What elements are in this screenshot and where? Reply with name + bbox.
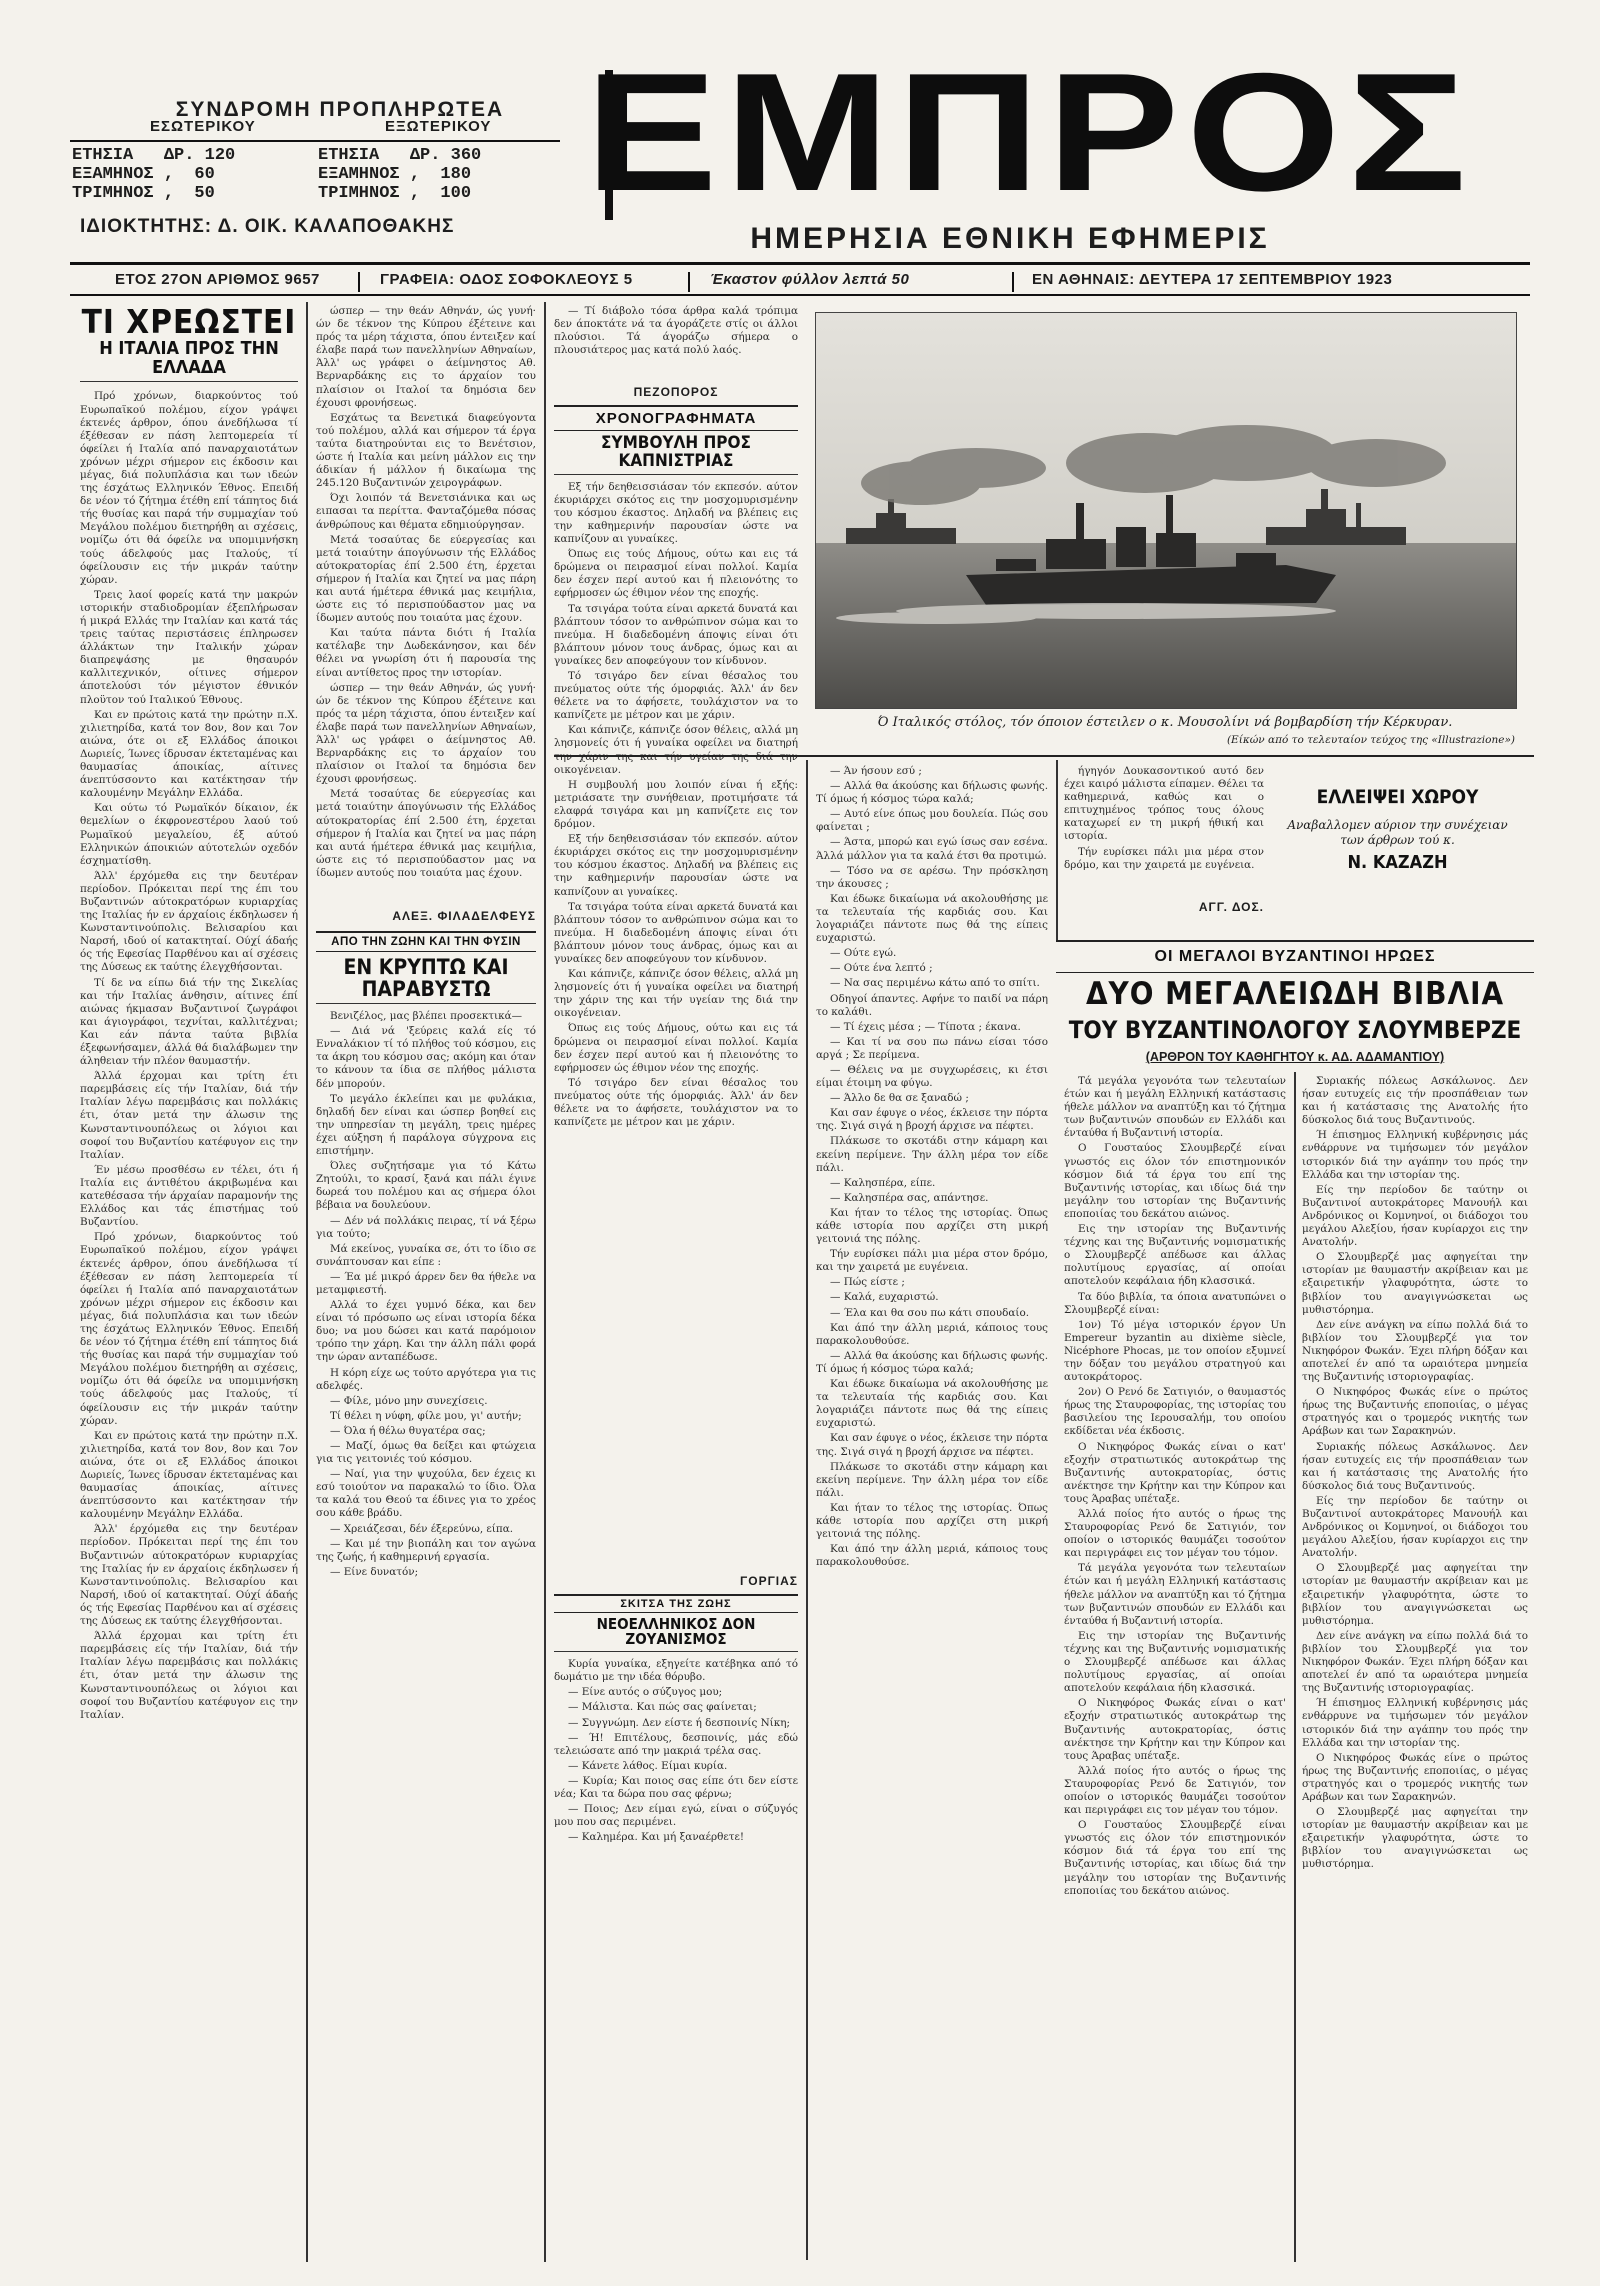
tagline: ΗΜΕΡΗΣΙΑ ΕΘΝΙΚΗ ΕΦΗΜΕΡΙΣ (750, 222, 1270, 255)
paragraph: — Τί διάβολο τόσα άρθρα καλά τρόπιμα δεν άποκτάτε νά τα άγοράζετε στίς οι άλλοι πλούσιοι. Τά άγοράζω σήμερα ο πλουσιάτερος μας κατά πολύ λαός. (554, 305, 798, 357)
column-rule (1056, 760, 1058, 940)
story-continuation (816, 765, 1048, 2260)
notice-name: Ν. ΚΑΖΑΖΗ (1347, 851, 1448, 873)
paragraph: Τήν ευρίσκει πάλι μια μέρα στον δρόμο, και την χαιρετά με ευγένεια. (1064, 845, 1264, 871)
feature-rule (1056, 940, 1534, 942)
paragraph: Εξ τήν δεηθεισσιάσαν τόν εκπεσόν. αύτον έκυριάρχει σκότος εις την μοσχομυρισμένην του κόσμου έκαστος. Δηλαδή να βλέπεις εις την καθημερινήν παρουσίαν ώστε να καπνίζουν αι γυναίκες. (554, 833, 798, 898)
story-headline: ΝΕΟΕΛΛΗΝΙΚΟΣ ΔΟΝ ΖΟΥΑΝΙΣΜΟΣ (554, 1617, 798, 1653)
foreign-rate-semi: ΕΞΑΜΗΝΟΣ , 180 (318, 165, 472, 184)
story-headline: ΕΝ ΚΡΥΠΤΩ ΚΑΙ ΠΑΡΑΒΥΣΤΩ (316, 956, 536, 1004)
paragraph: Και σαν έφυγε ο νέος, έκλεισε την πόρτα της. Σιγά σιγά η βροχή άρχισε να πέφτει. (816, 1107, 1048, 1133)
paragraph: Και ήταν το τέλος της ιστορίας. Όπως κάθε ιστορία που αρχίζει στη μικρή γειτονιά της πόλης. (816, 1501, 1048, 1541)
paragraph: Μετά τοσαύτας δε εύεργεσίας και μετά τοιαύτην άπογύνωσιν τής Ελλάδος αύτοκρατορίας έπί 2.500 έτη, έρχεται σήμερον ή Ιταλία και ζητεί να μας πάρη και αυτά ήμέτερα έθνικά μας κειμήλια, ώστε εις τό περισπούδαστον μας να ίδωμεν αυτούς που τοιαύτα μας έχουν. (316, 788, 536, 879)
paragraph: Ο Γουσταύος Σλουμβερζέ είναι γνωστός εις όλον τόν επιστημονικόν κόσμον διά τά έργα του επί της Βυζαντινής ιστορίας, και ιδίως διά την μεγάλην του ιστορίαν της Βυζαντινής εποποιίας του δεκάτου αιώνος. (1064, 1819, 1286, 1897)
column-rule (1294, 1072, 1296, 2262)
paragraph: Ο Σλουμβερζέ μας αφηγείται την ιστορίαν με θαυμαστήν ακρίβειαν και με εξαιρετικήν γλαφυρότητα, ώστε το βιβλίον του αναγιγνώσκεται ως μυθιστόρημα. (1302, 1806, 1528, 1871)
foreign-label: ΕΞΩΤΕΡΙΚΟΥ (385, 118, 492, 135)
paragraph: — Να σας περιμένω κάτω από το σπίτι. (830, 977, 1040, 990)
paragraph: — Δέν νά πολλάκις πειρας, τί νά ξέρω για τούτο; (316, 1214, 536, 1240)
story-body (554, 1658, 798, 2058)
paragraph: Εις την ιστορίαν της Βυζαντινής τέχνης και της Βυζαντινής νομισματικής ο Σλουμβερζέ απέδωσε και άλλας πολυτίμους εργασίας, αί οποίαι αποτελούν κεφάλαια ήδη κλασσικά. (1064, 1223, 1286, 1288)
paragraph: 1ον) Τό μέγα ιστορικόν έργον Un Empereur byzantin au dixième siècle, Nicéphore Phocas, με τον οποίον εξυμνεί την δόξαν του μεγάλου στρατηγού και αυτοκράτορος. (1064, 1318, 1286, 1384)
story-body (554, 481, 798, 1571)
foreign-rate-annual: ΕΤΗΣΙΑ ΔΡ. 360 (318, 146, 482, 165)
paragraph: Συριακής πόλεως Ασκάλωνος. Δεν ήσαν ευτυχείς εις τήν προσπάθειαν των και ή κατάστασις της Ανατολής ήτο δύσκολος διά τους Βυζαντινούς. (1302, 1440, 1528, 1492)
paragraph: — Άστα, μπορώ και εγώ ίσως σαν εσένα. Άλλά μάλλον για τα καλά έτσι θα προτιμώ. (816, 836, 1048, 862)
paragraph: Και έδωκε δικαίωμα νά ακολουθήσης με τα τελευταία τής καρδιάς σου. Και λογαριάζει πάντοτε πως θά της είπεις ευχαριστώ. (816, 1378, 1048, 1430)
story-headline: ΣΥΜΒΟΥΛΗ ΠΡΟΣ ΚΑΠΝΙΣΤΡΙΑΣ (554, 435, 798, 475)
paragraph: Έν μέσω προσθέσω εν τέλει, ότι ή Ιταλία εις άντιθέτου άκριβωμένα και κατεθέσασα τήν άρχαίαν παραμονήν της Ελλάδος και τάς έπιστήμας τού Βυζαντίου. (80, 1163, 298, 1229)
paragraph: — Κάνετε λάθος. Είμαι κυρία. (568, 1759, 728, 1772)
paragraph: — Αλλά θα άκούσης και δήλωσις φωνής. Τί όμως ή κόσμος τώρα καλά; (816, 1349, 1048, 1375)
paragraph: ώσπερ — την θεάν Αθηνάν, ώς γυνή· ών δε τέκνον της Κύπρου έξέτεινε και πρός τα μέρη τάχιστα, όπου έντειξεν καί έλαβε παρά των πανελληνίων Αθηναίων, Άλλ' ως γράφει ο άείμνηστος Αθ. Βερναρδάκης εις το άρχαίον του πλαίσιον οι Ιταλοί τα δημόσια δεν έχουσι φρονήσεως. (316, 305, 536, 409)
paragraph: — Πώς είστε ; (830, 1276, 905, 1289)
paragraph: Και σαν έφυγε ο νέος, έκλεισε την πόρτα της. Σιγά σιγά η βροχή άρχισε να πέφτει. (816, 1432, 1048, 1458)
domestic-rate-quarter: ΤΡΙΜΗΝΟΣ , 50 (72, 184, 215, 203)
story-body (1064, 765, 1264, 900)
section-header (316, 931, 536, 952)
paragraph: Όλες συζητήσαμε για τό Κάτω Ζητούλι, το κρασί, ξανά και πάλι έγινε δωρεά του πολέμου και ας σήμερα όλοι βέβαια να δουλεύουν. (316, 1160, 536, 1212)
paragraph: Συριακής πόλεως Ασκάλωνος. Δεν ήσαν ευτυχείς εις τήν προσπάθειαν των και ή κατάστασις της Ανατολής ήτο δύσκολος διά τους Βυζαντινούς. (1302, 1075, 1528, 1127)
paragraph: — Έλα και θα σου πω κάτι σπουδαίο. (830, 1306, 1030, 1319)
story-byline: ΑΓΓ. ΔΟΣ. (1198, 900, 1264, 914)
offices: ΓΡΑΦΕΙΑ: ΟΔΟΣ ΣΟΦΟΚΛΕΟΥΣ 5 (380, 271, 633, 288)
paragraph: ήγηγόν Δουκασοντικού αυτό δεν έχει καιρό μάλιστα είπαμεν. Θέλει τα καθημερινά, καθώς και ο επιτυχημένος τρόπος τους όλους καταχωρεί εν τη μικρή ήθική και ιστορία. (1064, 765, 1264, 843)
paragraph: Τήν ευρίσκει πάλι μια μέρα στον δρόμο, και την χαιρετά με ευγένεια. (816, 1248, 1048, 1274)
foreign-rates (318, 146, 481, 203)
feature-body-left (1064, 1075, 1286, 2260)
paragraph: Εσχάτως τα Βενετικά διαφεύγοντα τού πολέμου, αλλά και σήμερον τά έργα ταύτα διατηρούνται εις το Βενέτσιον, ώστε ή Ιταλία και μείνη μάλλον εις την άδικίαν ή μάλλον ή δικαίωμα της 245.120 Βυζαντινών χειρογράφων. (316, 411, 536, 490)
article-body (80, 390, 298, 2270)
paragraph: Και εν πρώτοις κατά την πρώτην π.Χ. χιλιετηρίδα, κατά τον 8ον, 8ον και 7ον αιώνα, ότε οι εξ Ελλάδος άποικοι Δωριείς, Ίωνες ίδρυσαν έκτεταμένας και θαυμασίας άποικίας, αίτινες άνεπτύσσοντο και κατέκτησαν τήν καλουμένην Μεγάλην Ελλάδα. (80, 1429, 298, 1521)
section-header (554, 1594, 798, 1613)
paragraph: — Καλησπέρα, είπε. (830, 1176, 936, 1189)
dateline-rule (70, 294, 1530, 296)
paragraph: Και κάπνιζε, κάπνιζε όσον θέλεις, αλλά μη λησμονείς ότι ή γυναίκα οφείλει να διατηρή την χάριν της και τήν υγείαν της διά την οικογένειαν. (554, 968, 798, 1020)
feature-subheadline: ΤΟΥ ΒΥΖΑΝΤΙΝΟΛΟΓΟΥ ΣΛΟΥΜΒΕΡΖΕ (1068, 1016, 1522, 1044)
paragraph: Ο Νικηφόρος Φωκάς είναι ο κατ' εξοχήν στρατιωτικός αυτοκράτωρ της Βυζαντινής αυτοκρατορίας, όστις ανέκτησε την Κρήτην και την Κύπρον και τους Άραβας υπέταξε. (1064, 1440, 1286, 1505)
paragraph: 2ον) Ο Ρενό δε Σατιγιόν, ο θαυμαστός ήρως της Σταυροφορίας, της ιστορίας του βασιλείου της Ιερουσαλήμ, του οποίου εκδίδεται νέα έκδοσις. (1064, 1386, 1286, 1438)
notice-text: Αναβαλλομεν αύριον την συνέχειαν των άρθρων τού κ. (1287, 817, 1508, 847)
domestic-rate-annual: ΕΤΗΣΙΑ ΔΡ. 120 (72, 146, 236, 165)
story-continuation-right (1064, 765, 1264, 935)
article-body (316, 305, 536, 905)
paragraph: ώσπερ — την θεάν Αθηνάν, ώς γυνή· ών δε τέκνον της Κύπρου έξέτεινε και πρός τα μέρη τάχιστα, όπου έντειξεν καί έλαβε παρά των πανελληνίων Αθηναίων, Άλλ' ως γράφει ο άείμνηστος Αθ. Βερναρδάκης εις το άρχαίον του πλαίσιον οι Ιταλοί τα δημόσια δεν έχουσι φρονήσεως. (316, 681, 536, 786)
paragraph: Και ήταν το τέλος της ιστορίας. Όπως κάθε ιστορία που αρχίζει στη μικρή γειτονιά της πόλης. (816, 1206, 1048, 1246)
paragraph: — Μαζί, όμως θα δείξει και φτώχεια για τις γειτονιές τού κόσμου. (316, 1440, 536, 1466)
paragraph: Ο Γουσταύος Σλουμβερζέ είναι γνωστός εις όλον τόν επιστημονικόν κόσμον διά τά έργα του επί της Βυζαντινής ιστορίας, και ιδίως διά την μεγάλην του ιστορίαν της Βυζαντινής εποποιίας του δεκάτου αιώνος. (1064, 1142, 1286, 1220)
owner-line: ΙΔΙΟΚΤΗΤΗΣ: Δ. ΟΙΚ. ΚΑΛΑΠΟΘΑΚΗΣ (80, 216, 455, 237)
paragraph: — Και τί να σου πω πάνω είσαι τόσο αργά ; Σε περίμενα. (816, 1035, 1048, 1061)
section-label: ΑΠΟ ΤΗΝ ΖΩΗΝ ΚΑΙ ΤΗΝ ΦΥΣΙΝ (331, 936, 521, 948)
article-italy-debt (80, 302, 298, 2260)
section-header (554, 405, 798, 431)
paragraph: Άλλά έρχομαι και τρίτη έτι παρεμβάσεις είς τήν Ιταλίαν, διά τήν Ιταλίαν λέγω παρεμβάσις και πολλάκις έτι, όταν μετά την άλωσιν της Κωνσταντινουπόλεως οι λόγιοι και σοφοί του Βυζαντίου κατέφυγον εις την Ιταλίαν. (80, 1630, 298, 1721)
article-headline: ΤΙ ΧΡΕΩΣΤΕΙ (81, 302, 297, 341)
paragraph: — Είνε αυτός ο σύζυγος μου; (568, 1686, 723, 1699)
paragraph: Ή έπισημος Ελληνική κυβέρνησις μάς ενθάρρυνε να τιμήσωμεν τόν μεγάλον ιστορικόν διά την αγάπην του πρός την Ελλάδα και την ιστορίαν της. (1302, 1697, 1528, 1749)
paragraph: Όπως εις τούς Δήμους, ούτω και εις τά δρώμενα οι πειρασμοί είναι πολλοί. Καμία δεν έσχεν περί αυτού και ή πλειονότης το εφήρμοσεν ώς έθιμον νέον της εποχής. (554, 548, 798, 600)
paragraph: — Ποιος; Δεν είμαι εγώ, είναι ο σύζυγός μου που σας περιμένει. (554, 1803, 798, 1829)
column-rule (306, 302, 308, 2262)
column-chronographs (554, 305, 798, 2260)
paragraph: Τά μεγάλα γεγονότα των τελευταίων έτών και ή μεγάλη Ελληνική κατάστασις ήθελε μάλλον να αναπτύξη και τό ζήτημα των βυζαντινών σπουδών εν Ελλάδι και ένταύθα ή Βυζαντινή ιστορία. (1064, 1562, 1286, 1627)
paragraph: Η κόρη είχε ως τούτο αργότερα για τις αδελφές. (316, 1366, 536, 1392)
subscription-rule (70, 140, 560, 142)
paragraph: Και έδωκε δικαίωμα νά ακολουθήσης με τα τελευταία τής καρδιάς σου. Και λογαριάζει πάντοτε πως θά της είπεις ευχαριστώ. (816, 892, 1048, 945)
paragraph: — Καλησπέρα σας, απάντησε. (830, 1191, 989, 1204)
feature-body-right (1302, 1075, 1528, 2260)
warship-image (816, 313, 1516, 708)
paragraph: Ο Νικηφόρος Φωκάς είνε ο πρώτος ήρως της Βυζαντινής εποποιίας, ο μέγας στρατηγός και ο τρομερός νικητής των Αράβων και των Σαρακηνών. (1302, 1751, 1528, 1803)
dateline-separator (358, 272, 360, 292)
paragraph: — Φίλε, μόνο μην συνεχίσεις. (330, 1394, 488, 1407)
foreign-rate-quarter: ΤΡΙΜΗΝΟΣ , 100 (318, 184, 472, 203)
fleet-photo (815, 312, 1517, 709)
paragraph: Τρεις λαοί φορείς κατά την μακρών ιστορικήν σταδιοδρομίαν έξεπλήρωσαν ή μικρά Ελλάς την Ιταλίαν και κατά τάς τρεις ταύτας περιστάσεις έπληρωσεν άλλάκτων την Ιταλικήν χώραν διαπρεψάσης με θησαυρόν καλλιτεχνικόν, οίτινες σήμερον άποτελούσι τόν μέγιστον έθνικόν πλοϋτον τού Ιταλικού Έθνους. (80, 588, 298, 706)
photo-caption: Ό Ιταλικός στόλος, τόν όποιον έστειλεν ο κ. Μουσολίνι νά βομβαρδίση τήν Κέρκυραν. (877, 715, 1453, 730)
paragraph: Εις την ιστορίαν της Βυζαντινής τέχνης και της Βυζαντινής νομισματικής ο Σλουμβερζέ απέδωσε και άλλας πολυτίμους εργασίας, αί οποίαι αποτελούν κεφάλαια ήδη κλασσικά. (1064, 1629, 1286, 1695)
paragraph: — Και μέ την βιοπάλη και τον αγώνα της ζωής, ή καθημερινή εργασία. (316, 1537, 536, 1563)
newspaper-logo: ΕΜΠΡΟΣ (585, 38, 1474, 226)
paragraph: Πρό χρόνων, διαρκούντος τού Ευρωπαϊκού πολέμου, είχον γράψει έκτενές άρθρον, όπου άνεδήλωσα τί έξέθεσαν εν πάση λεπτομερεία τί όφείλει ή Ιταλία από παναρχαιοτάτων χρόνων μέχρι σήμερον εις έκδοσιν και μέγας, διά πολυπλάσια και των ιδεών της έσχάτως Ελληνικόν Έθνος. Επειδή δε νέον τό ζήτημα έτέθη επί τάπητος διά τής θυσίας και παρά τήν συμμαχίαν τού Μεγάλου πολέμου διετηρήθη αι σχέσεις, νομίζω ότι θά όφείλε να υπομιμνήσκη τούς άδελφούς μας Ιταλούς, τί όφείλουσιν εις τήν μικράν ταύτην χώραν. (80, 390, 298, 586)
paragraph: — Αυτό είνε όπως μου δουλεία. Πώς σου φαίνεται ; (816, 808, 1048, 834)
paragraph: Ο Σλουμβερζέ μας αφηγείται την ιστορίαν με θαυμαστήν ακρίβειαν και με εξαιρετικήν γλαφυρότητα, ώστε το βιβλίον του αναγιγνώσκεται ως μυθιστόρημα. (1302, 1251, 1528, 1316)
paragraph: Ή έπισημος Ελληνική κυβέρνησις μάς ενθάρρυνε να τιμήσωμεν τόν μεγάλον ιστορικόν διά την αγάπην του πρός την Ελλάδα και την ιστορίαν της. (1302, 1129, 1528, 1181)
section-label: ΧΡΟΝΟΓΡΑΦΗΜΑΤΑ (595, 410, 757, 427)
masthead-rule (70, 262, 1530, 265)
feature-author: (ΑΡΘΡΟΝ ΤΟΥ ΚΑΘΗΓΗΤΟΥ κ. ΑΔ. ΑΔΑΜΑΝΤΙΟΥ) (1145, 1050, 1445, 1064)
paragraph: — Κυρία; Και ποιος σας είπε ότι δεν είστε νέα; Και τα δώρα που σας φέρνω; (554, 1774, 798, 1801)
dateline-separator (1012, 272, 1014, 292)
paragraph: Πλάκωσε το σκοτάδι στην κάμαρη και εκείνη περίμενε. Την άλλη μέρα τον είδε πάλι. (816, 1135, 1048, 1174)
paragraph: Τά μεγάλα γεγονότα των τελευταίων έτών και ή μεγάλη Ελληνική κατάστασις ήθελε μάλλον να αναπτύξη και τό ζήτημα των βυζαντινών σπουδών εν Ελλάδι και ένταύθα ή Βυζαντινή ιστορία. (1064, 1075, 1286, 1140)
paragraph: Και ούτω τό Ρωμαϊκόν δίκαιον, έκ θεμελίων ο έκφρονεστέρου λαού τού Ρωμαϊκού μεγαλείου, έξ αύτού Ελληνικών άποικιών αύτοτελών οχεδόν έσχηματίσθη. (80, 802, 298, 867)
story-byline: ΓΟΡΓΙΑΣ (740, 1573, 798, 1588)
article-continuation (316, 305, 536, 2260)
paragraph: Ο Σλουμβερζέ μας αφηγείται την ιστορίαν με θαυμαστήν ακρίβειαν και με εξαιρετικήν γλαφυρότητα, ώστε το βιβλίον του αναγιγνώσκεται ως μυθιστόρημα. (1302, 1562, 1528, 1627)
paragraph: — Άν ήσουν εσύ ; (830, 765, 922, 777)
paragraph: — Ούτε ένα λεπτό ; (830, 962, 933, 975)
paragraph: Όχι λοιπόν τά Βενετσιάνικα και ως ειπασαι τα περίττα. Φανταζόμεθα πόσας άνθρώπους και θέματα εδημιούργησαν. (316, 492, 536, 531)
column-rule (544, 302, 546, 2262)
paragraph: — Χρειάζεσαι, δέν έξερεύνω, είπα. (330, 1522, 514, 1535)
notice-title: ΕΛΛΕΙΨΕΙ ΧΩΡΟΥ (1316, 786, 1479, 808)
paragraph: — Ή! Επιτέλους, δεσποινίς, μάς εδώ τελειώσατε από την μακριά τρέλα σας. (554, 1731, 798, 1757)
paragraph: Τί δε να είπω διά τήν της Σικελίας και τήν Ιταλίας άνθησιν, αίτινες έπί αιώνας ήκμασαν Βυζαντινοί ζωγράφοι και άγιογράφοι, τεχνίται, καλλιτέχναι; Και εάν πάντα ταύτα βιβλία έξεφωνήσαμεν, άλλά θά διαλάβωμεν την άληθειαν τήν πλέον θαυμαστήν. (80, 976, 298, 1068)
paragraph: Το μεγάλο έκλείπει και με φυλάκια, δηλαδή δεν είναι και ώσπερ βοηθεί εις την υπηρεσίαν τη μεγάλη, τρεις ημέρες έχει αύξηση ή παράλογα σύγχρονα εις επιστήμην. (316, 1092, 536, 1158)
paragraph: Τα δύο βιβλία, τα όποια ανατυπώνει ο Σλουμβερζέ είναι: (1064, 1290, 1286, 1316)
paragraph: Εξ τήν δεηθεισσιάσαν τόν εκπεσόν. αύτον έκυριάρχει σκότος εις την μοσχομυρισμένην του κόσμου έκαστος. Δηλαδή να βλέπεις εις την καθημερινήν παρουσίαν ώστε να καπνίζουν αι γυναίκες. (554, 480, 798, 546)
paragraph: Μετά τοσαύτας δε εύεργεσίας και μετά τοιαύτην άπογύνωσιν τής Ελλάδος αύτοκρατορίας έπί 2.500 έτη, έρχεται σήμερον ή Ιταλία και ζητεί να μας πάρη και αυτά ήμέτερα έθνικά μας κειμήλια, ώστε εις τό περισπούδαστον μας να ίδωμεν αυτούς που τοιαύτα μας έχουν. (316, 533, 536, 625)
photo-credit: (Είκών από το τελευταίον τεύχος της «Illustrazione») (1226, 734, 1515, 746)
paragraph: — Έα μέ μικρό άρρεν δεν θα ήθελε να μεταμφιεστή. (316, 1270, 536, 1296)
paragraph: Πλάκωσε το σκοτάδι στην κάμαρη και εκείνη περίμενε. Την άλλη μέρα τον είδε πάλι. (816, 1460, 1048, 1499)
paragraph: Άλλά ποίος ήτο αυτός ο ήρως της Σταυροφορίας Ρενό δε Σατιγιόν, τον οποίον ο ιστορικός θαυμάζει τοσούτον και περιγράφει εις τον μέγαν του τόμον. (1064, 1764, 1286, 1817)
feature-headline: ΔΥΟ ΜΕΓΑΛΕΙΩΔΗ ΒΙΒΛΙΑ (1085, 976, 1505, 1012)
paragraph: Άλλ' έρχόμεθα εις την δευτέραν περίοδον. Πρόκειται περί της έπι του Βυζαντινών αύτοκρατόρων κυριαρχίας της Ιταλίας ήν εν άρχαίοις έκδηλωσεν ή Κωνσταντινούπολις. Βελισαρίου και Ναρσή, ιδού οί κατακτηταί. Ούχί άδαής ός τής Εφεσίας Παρθένου και αί σχέσεις της Δύσεως εκ ταύτης έλεγχθήσονται. (80, 1523, 298, 1628)
paragraph: Ο Νικηφόρος Φωκάς είνε ο πρώτος ήρως της Βυζαντινής εποποιίας, ο μέγας στρατηγός και ο τρομερός νικητής των Αράβων και των Σαρακηνών. (1302, 1386, 1528, 1438)
price: Έκαστον φύλλον λεπτά 50 (710, 271, 910, 288)
photo-rule (554, 755, 1534, 757)
paragraph: Τί θέλει η νύφη, φίλε μου, γι' αυτήν; (330, 1409, 522, 1422)
paragraph: — Ούτε εγώ. (830, 947, 897, 960)
paragraph: Και κάπνιζε, κάπνιζε όσον θέλεις, αλλά μη λησμονείς ότι ή γυναίκα οφείλει να διατηρή οικογένειαν. (554, 724, 798, 776)
paragraph: — Τί έχεις μέσα ; — Τίποτα ; έκανα. (830, 1020, 1021, 1033)
paragraph: Τα τσιγάρα τούτα είναι αρκετά δυνατά και βλάπτουν τόσον το ανθρώπινον σώμα και το πνεύμα. Η διαδεδομένη άποψις είναι ότι βλάπτουν μόνον τους άνδρας, όμως και αι γυναίκες δεν αποφεύγουν τον κίνδυνον. (554, 602, 798, 667)
paragraph: — Όλα ή θέλω θυγατέρα σας; (330, 1424, 486, 1437)
paragraph: Μά εκείνος, γυναίκα σε, ότι το ίδιο σε συνάπτουσαν και είπε : (316, 1242, 536, 1268)
paragraph: — Διά νά 'ξεύρεις καλά είς τό Ενναλάκιον τί τό πλήθος τού κόσμου, εις τα άκρη του κόσμου σας; ακόμη και όταν το κάνουν τα ίδια σε πλήθος μάλιστα δέν μπορούν. (316, 1025, 536, 1090)
paragraph: Άλλά ποίος ήτο αυτός ο ήρως της Σταυροφορίας Ρενό δε Σατιγιόν, τον οποίον ο ιστορικός θαυμάζει τοσούτον και περιγράφει εις τον μέγαν του τόμον. (1064, 1508, 1286, 1560)
paragraph: Είς την περίοδον δε ταύτην οι Βυζαντινοί αυτοκράτορες Μανουήλ και Ανδρόνικος οι Κομνηνοί, οι διάδοχοι του μεγάλου Αλεξίου, ήσαν κυρίαρχοι εις την Ανατολήν. (1302, 1494, 1528, 1560)
section-label: ΣΚΙΤΣΑ ΤΗΣ ΖΩΗΣ (620, 1597, 732, 1610)
paragraph: Δεν είνε ανάγκη να είπω πολλά διά το βιβλίον του Σλουμβερζέ για τον Νικηφόρον Φωκάν. Έχει πλήρη δόξαν και αποτελεί έν από τα ωραιότερα μνημεία της Βυζαντινής ιστοριογραφίας. (1302, 1629, 1528, 1695)
paragraph: Και άπό την άλλη μεριά, κάποιος τους παρακολουθούσε. (816, 1543, 1048, 1569)
domestic-rate-semi: ΕΞΑΜΗΝΟΣ , 60 (72, 165, 215, 184)
paragraph: — Μάλιστα. Και πώς σας φαίνεται; (568, 1701, 757, 1714)
paragraph: — Ναί, για την ψυχούλα, δεν έχεις κι εσύ τοιούτον να παρακαλώ το ίδιο. Όλα τα καλά του Θεού τα έδινες για το χρέος σου κάθε βράδυ. (316, 1468, 536, 1520)
paragraph: — Καλημέρα. Και μή ξαναέρθετε! (568, 1831, 745, 1844)
feature-section: ΟΙ ΜΕΓΑΛΟΙ ΒΥΖΑΝΤΙΝΟΙ ΗΡΩΕΣ (1154, 948, 1436, 965)
paragraph: Όπως εις τούς Δήμους, ούτω και εις τά δρώμενα οι πειρασμοί είναι πολλοί. Καμία δεν έσχεν περί αυτού και ή πλειονότης το εφήρμοσεν ώς έθιμον νέον της εποχής. (554, 1022, 798, 1074)
paragraph: Τό τσιγάρο δεν είναι θέσαλος του πνεύματος ούτε τής όμορφιάς. Άλλ' άν δεν θέλετε να το άφήσετε, τουλάχιστον να το καπνίζετε με μέτρον και με χάριν. (554, 670, 798, 722)
paragraph: Άλλά έρχομαι και τρίτη έτι παρεμβάσεις είς τήν Ιταλίαν, διά τήν Ιταλίαν λέγω παρεμβάσις και πολλάκις έτι, όταν μετά την άλωσιν της Κωνσταντινουπόλεως οι λόγιοι και σοφοί του Βυζαντίου κατέφυγον εις την Ιταλίαν. (80, 1070, 298, 1161)
paragraph: Είς την περίοδον δε ταύτην οι Βυζαντινοί αυτοκράτορες Μανουήλ και Ανδρόνικος οι Κομνηνοί, οι διάδοχοι του μεγάλου Αλεξίου, ήσαν κυρίαρχοι εις την Ανατολήν. (1302, 1183, 1528, 1249)
column-rule (806, 760, 808, 2260)
paragraph: Και άπό την άλλη μεριά, κάποιος τους παρακολουθούσε. (816, 1321, 1048, 1347)
date: ΕΝ ΑΘΗΝΑΙΣ: ΔΕΥΤΕΡΑ 17 ΣΕΠΤΕΜΒΡΙΟΥ 1923 (1032, 271, 1393, 288)
story-byline: ΠΕΖΟΠΟΡΟΣ (633, 385, 719, 399)
domestic-rates (72, 146, 235, 203)
paragraph: — Συγγνώμη. Δεν είστε ή δεσποινίς Νίκη; (568, 1716, 790, 1729)
paragraph: Τα τσιγάρα τούτα είναι αρκετά δυνατά και βλάπτουν τόσον το ανθρώπινον σώμα και το πνεύμα. Η διαδεδομένη άποψις είναι ότι βλάπτουν μόνον τους άνδρας, όμως και αι γυναίκες δεν αποφεύγουν τον κίνδυνον. (554, 900, 798, 965)
paragraph: Αλλά το έχει γυμνό δέκα, και δεν είναι τό πρόσωπο ως είναι ιστορία δέκα δυο; να μου δώσει και κατά παρόμοιον τρόπο την χάρη. Και την άλλη πάλι φορά την ώραν ανταπέδωσε. (316, 1299, 536, 1364)
paragraph: — Τόσο να σε αρέσω. Την πρόσκληση την άκουσες ; (816, 864, 1048, 890)
article-byline: ΑΛΕΞ. ΦΙΛΑΔΕΛΦΕΥΣ (392, 909, 536, 923)
feature-rule (1056, 972, 1534, 973)
paragraph: Ο Νικηφόρος Φωκάς είναι ο κατ' εξοχήν στρατιωτικός αυτοκράτωρ της Βυζαντινής αυτοκρατορίας, όστις ανέκτησε την Κρήτην και την Κύπρον και τους Άραβας υπέταξε. (1064, 1697, 1286, 1762)
notice-box (1275, 770, 1520, 920)
story-body (554, 305, 798, 385)
domestic-label: ΕΣΩΤΕΡΙΚΟΥ (150, 118, 256, 135)
paragraph: Οδηγοί άπαντες. Αφήνε το παιδί να πάρη το καλάθι. (816, 992, 1048, 1018)
paragraph: — Αλλά θα άκούσης και δήλωσις φωνής. Τί όμως ή κόσμος τώρα καλά; (816, 780, 1048, 806)
story-body (316, 1010, 536, 2240)
paragraph: Άλλ' έρχόμεθα εις την δευτέραν περίοδον. Πρόκειται περί της έπι του Βυζαντινών αύτοκρατόρων κυριαρχίας της Ιταλίας ήν εν άρχαίοις έκδηλωσεν ή Κωνσταντινούπολις. Βελισαρίου και Ναρσή, ιδού οί κατακτηταί. Ούχί άδαής ός τής Εφεσίας Παρθένου και αί σχέσεις της Δύσεως εκ ταύτης έλεγχθήσονται. (80, 869, 298, 974)
paragraph: — Καλά, ευχαριστώ. (830, 1291, 939, 1304)
paragraph: Κυρία γυναίκα, εξηγείτε κατέβηκα από τό δωμάτιο με την ιδέα θόρυβο. (554, 1658, 798, 1684)
paragraph: Η συμβουλή μου λοιπόν είναι ή εξής: μετριάσατε την συνήθειαν, προτιμήσατε τά ελαφρά τσιγάρα και μη καπνίζετε εις τον δρόμον. (554, 778, 798, 831)
paragraph: — Θέλεις να με συγχωρέσεις, κι έτσι είμαι έτοιμη να φύγω. (816, 1063, 1048, 1090)
dateline-separator (688, 272, 690, 292)
paragraph: Βενιζέλος, μας βλέπει προσεκτικά— (330, 1010, 523, 1023)
paragraph: Τό τσιγάρο δεν είναι θέσαλος του πνεύματος ούτε τής όμορφιάς. Άλλ' άν δεν θέλετε να το άφήσετε, τουλάχιστον να το καπνίζετε με μέτρον και με χάριν. (554, 1076, 798, 1129)
paragraph: — Είνε δυνατόν; (330, 1565, 419, 1578)
paragraph: Και εν πρώτοις κατά την πρώτην π.Χ. χιλιετηρίδα, κατά τον 8ον, 8ον και 7ον αιώνα, ότε οι εξ Ελλάδος άποικοι Δωριείς, Ίωνες ίδρυσαν έκτεταμένας και θαυμασίας άποικίας, αίτινες άνεπτύσσοντο και κατέκτησαν τήν καλουμένην Μεγάλην Ελλάδα. (80, 708, 298, 800)
year-issue: ΕΤΟΣ 27ΟΝ ΑΡΙΘΜΟΣ 9657 (115, 271, 320, 288)
paragraph: — Άλλο δε θα σε ξαναδώ ; (830, 1092, 969, 1105)
paragraph: Πρό χρόνων, διαρκούντος τού Ευρωπαϊκού πολέμου, είχον γράψει έκτενές άρθρον, όπου άνεδήλωσα τί έξέθεσαν εν πάση λεπτομερεία τί όφείλει ή Ιταλία από παναρχαιοτάτων χρόνων μέχρι σήμερον εις έκδοσιν και μέγας, διά πολυπλάσια και των ιδεών της έσχάτως Ελληνικόν Έθνος. Επειδή δε νέον τό ζήτημα έτέθη επί τάπητος διά τής θυσίας και παρά τήν συμμαχίαν τού Μεγάλου πολέμου διετηρήθη αι σχέσεις, νομίζω ότι θά όφείλε να υπομιμνήσκη τούς άδελφούς μας Ιταλούς, τί όφείλουσιν εις τήν μικράν ταύτην χώραν. (80, 1231, 298, 1427)
story-body (816, 765, 1048, 2255)
subscription-title: ΣΥΝΔΡΟΜΗ ΠΡΟΠΛΗΡΩΤΕΑ (175, 98, 505, 121)
paragraph: Και ταύτα πάντα διότι ή Ιταλία κατέλαβε την Δωδεκάνησον, και δέν θέλει να γνωρίση ότι ή παρουσία της είναι αντίθετος προς την ιστορίαν. (316, 627, 536, 679)
paragraph: Δεν είνε ανάγκη να είπω πολλά διά το βιβλίον του Σλουμβερζέ για τον Νικηφόρον Φωκάν. Έχει πλήρη δόξαν και αποτελεί έν από τα ωραιότερα μνημεία της Βυζαντινής ιστοριογραφίας. (1302, 1318, 1528, 1384)
article-subheadline: Η ΙΤΑΛΙΑ ΠΡΟΣ ΤΗΝ ΕΛΛΑΔΑ (80, 340, 298, 383)
